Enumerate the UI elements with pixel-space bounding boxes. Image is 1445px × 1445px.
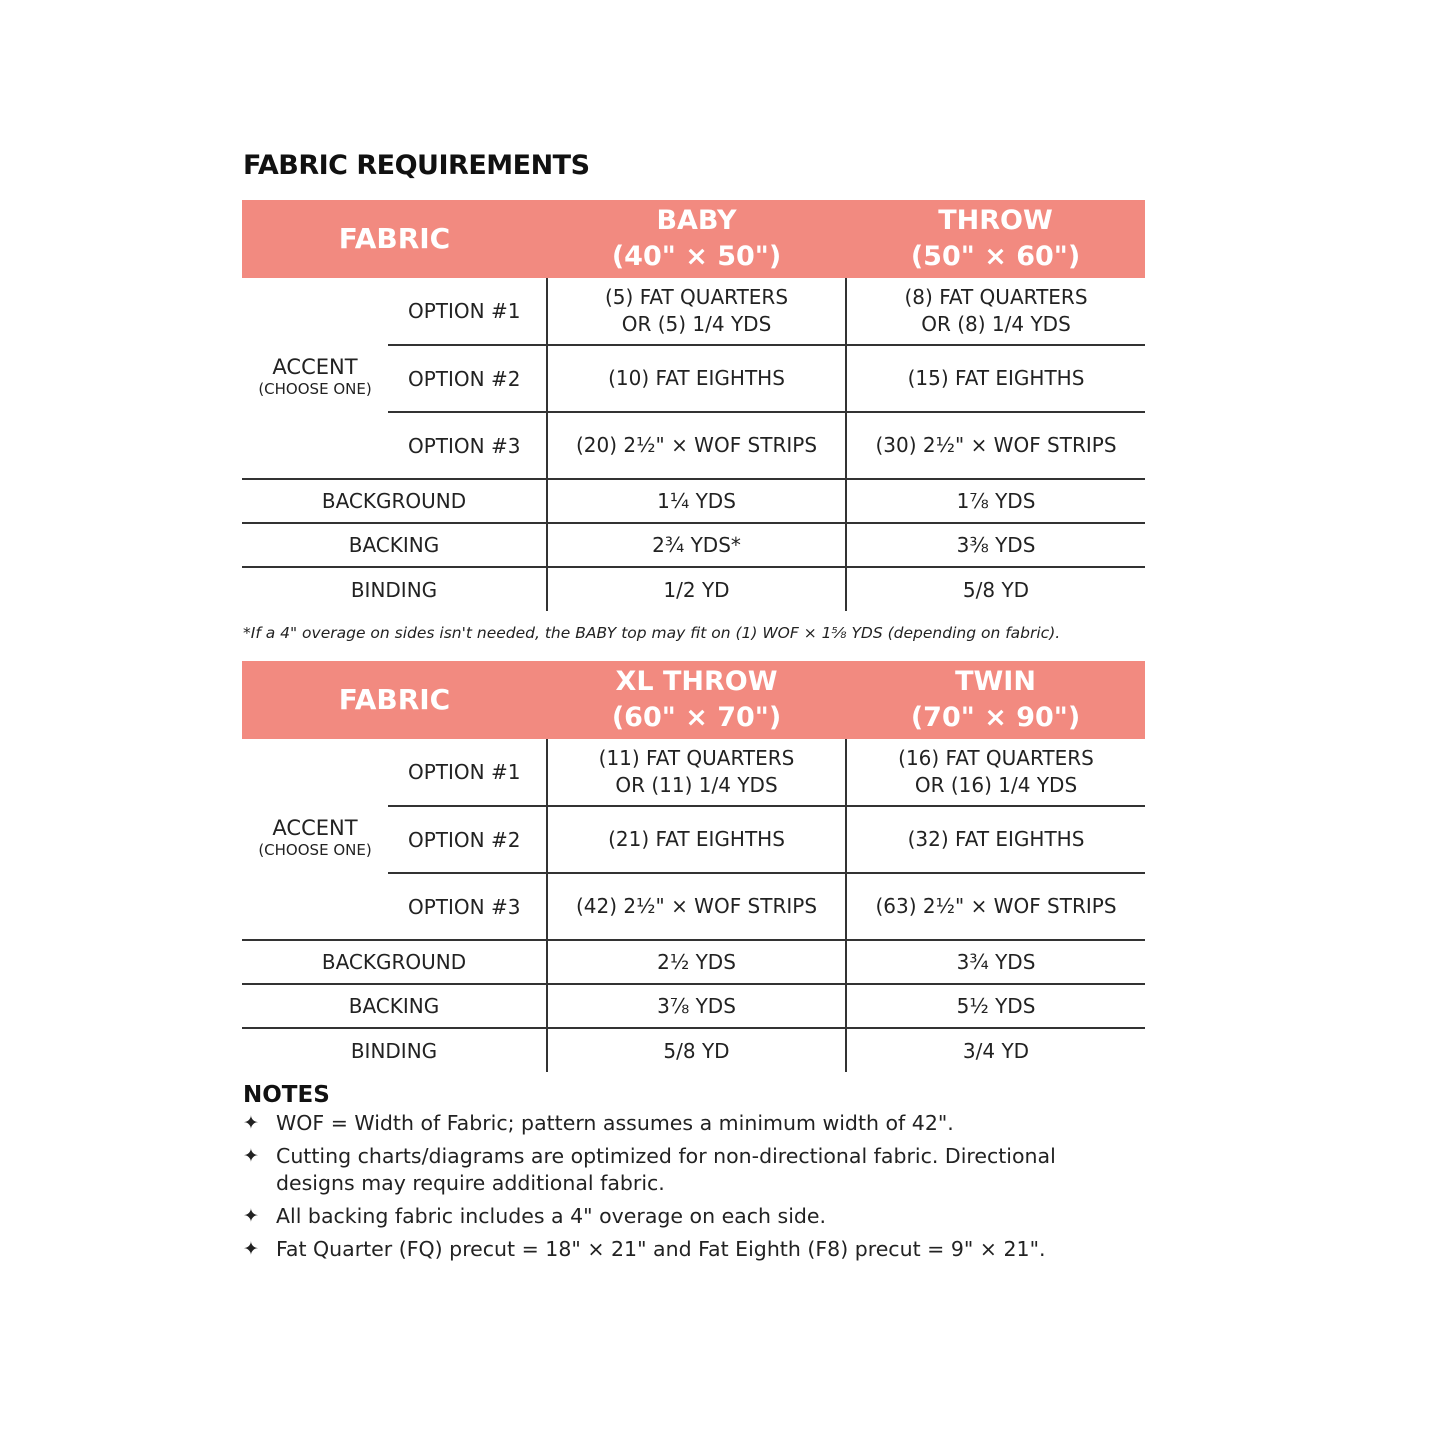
table-cell: 1/2 YD <box>547 567 846 611</box>
table-cell: 3/4 YD <box>846 1028 1145 1072</box>
option-label: OPTION #3 <box>388 873 547 940</box>
row-label: BACKING <box>242 984 547 1028</box>
table-cell: 3¾ YDS <box>846 940 1145 984</box>
row-label: BINDING <box>242 1028 547 1072</box>
footnote: *If a 4" overage on sides isn't needed, the BABY top may fit on (1) WOF × 1⅝ YDS (depending on fabric). <box>243 624 1061 642</box>
table-cell: (15) FAT EIGHTHS <box>846 345 1145 412</box>
table-cell: 2½ YDS <box>547 940 846 984</box>
accent-label-main: ACCENT <box>272 816 358 840</box>
row-label: BACKGROUND <box>242 479 547 523</box>
table-row <box>242 567 1145 611</box>
table-row <box>242 739 1145 806</box>
table-row <box>242 479 1145 523</box>
header-fabric: FABRIC <box>242 200 547 278</box>
table-header-row <box>242 661 1145 739</box>
table-cell: (32) FAT EIGHTHS <box>846 806 1145 873</box>
table-cell: 1⅞ YDS <box>846 479 1145 523</box>
list-item <box>243 1236 1123 1263</box>
table-row <box>242 984 1145 1028</box>
note-text: All backing fabric includes a 4" overage on each side. <box>276 1204 827 1228</box>
row-label: BINDING <box>242 567 547 611</box>
list-item <box>243 1143 1123 1197</box>
note-text: WOF = Width of Fabric; pattern assumes a minimum width of 42". <box>276 1111 954 1135</box>
accent-label-main: ACCENT <box>272 355 358 379</box>
list-item <box>243 1203 1123 1230</box>
table-cell: (5) FAT QUARTERS OR (5) 1/4 YDS <box>547 278 846 345</box>
fabric-table-baby-throw <box>242 200 1145 611</box>
table-cell: 5½ YDS <box>846 984 1145 1028</box>
table-cell: 3⅜ YDS <box>846 523 1145 567</box>
table-cell: 2¾ YDS* <box>547 523 846 567</box>
table-cell: (20) 2½" × WOF STRIPS <box>547 412 846 479</box>
header-size-xl-throw: XL THROW (60" × 70") <box>547 661 846 739</box>
accent-label <box>242 278 388 479</box>
list-item <box>243 1110 1123 1137</box>
table-cell: 5/8 YD <box>547 1028 846 1072</box>
four-point-star-icon: ✦ <box>243 1145 259 1167</box>
table-cell: (8) FAT QUARTERS OR (8) 1/4 YDS <box>846 278 1145 345</box>
table-cell: (30) 2½" × WOF STRIPS <box>846 412 1145 479</box>
accent-label-sub: (CHOOSE ONE) <box>258 380 372 398</box>
fabric-table-xlthrow-twin <box>242 661 1145 1072</box>
accent-label-sub: (CHOOSE ONE) <box>258 841 372 859</box>
note-text: Cutting charts/diagrams are optimized for non-directional fabric. Directional designs may require additional fabric. <box>276 1144 1056 1195</box>
table-cell: (42) 2½" × WOF STRIPS <box>547 873 846 940</box>
option-label: OPTION #1 <box>408 760 521 784</box>
table-row <box>242 278 1145 345</box>
table-cell: 3⅞ YDS <box>547 984 846 1028</box>
note-text: Fat Quarter (FQ) precut = 18" × 21" and Fat Eighth (F8) precut = 9" × 21". <box>276 1237 1046 1261</box>
table-cell: 5/8 YD <box>846 567 1145 611</box>
row-label: BACKING <box>242 523 547 567</box>
table-cell: (11) FAT QUARTERS OR (11) 1/4 YDS <box>547 739 846 806</box>
accent-label <box>242 739 388 940</box>
page-title: FABRIC REQUIREMENTS <box>243 150 590 181</box>
table-cell: (21) FAT EIGHTHS <box>547 806 846 873</box>
four-point-star-icon: ✦ <box>243 1238 259 1260</box>
header-size-twin: TWIN (70" × 90") <box>846 661 1145 739</box>
table-row <box>242 1028 1145 1072</box>
four-point-star-icon: ✦ <box>243 1205 259 1227</box>
notes-title: NOTES <box>243 1082 330 1108</box>
table-cell: (63) 2½" × WOF STRIPS <box>846 873 1145 940</box>
table-cell: (10) FAT EIGHTHS <box>547 345 846 412</box>
table-header-row <box>242 200 1145 278</box>
header-size-baby: BABY (40" × 50") <box>547 200 846 278</box>
four-point-star-icon: ✦ <box>243 1112 259 1134</box>
table-row <box>242 523 1145 567</box>
option-label: OPTION #1 <box>408 299 521 323</box>
notes-list <box>243 1110 1123 1269</box>
header-size-throw: THROW (50" × 60") <box>846 200 1145 278</box>
table-cell: 1¼ YDS <box>547 479 846 523</box>
option-label: OPTION #2 <box>388 345 547 412</box>
table-cell: (16) FAT QUARTERS OR (16) 1/4 YDS <box>846 739 1145 806</box>
table-row <box>242 940 1145 984</box>
option-label: OPTION #3 <box>388 412 547 479</box>
row-label: BACKGROUND <box>242 940 547 984</box>
header-fabric: FABRIC <box>242 661 547 739</box>
option-label: OPTION #2 <box>388 806 547 873</box>
